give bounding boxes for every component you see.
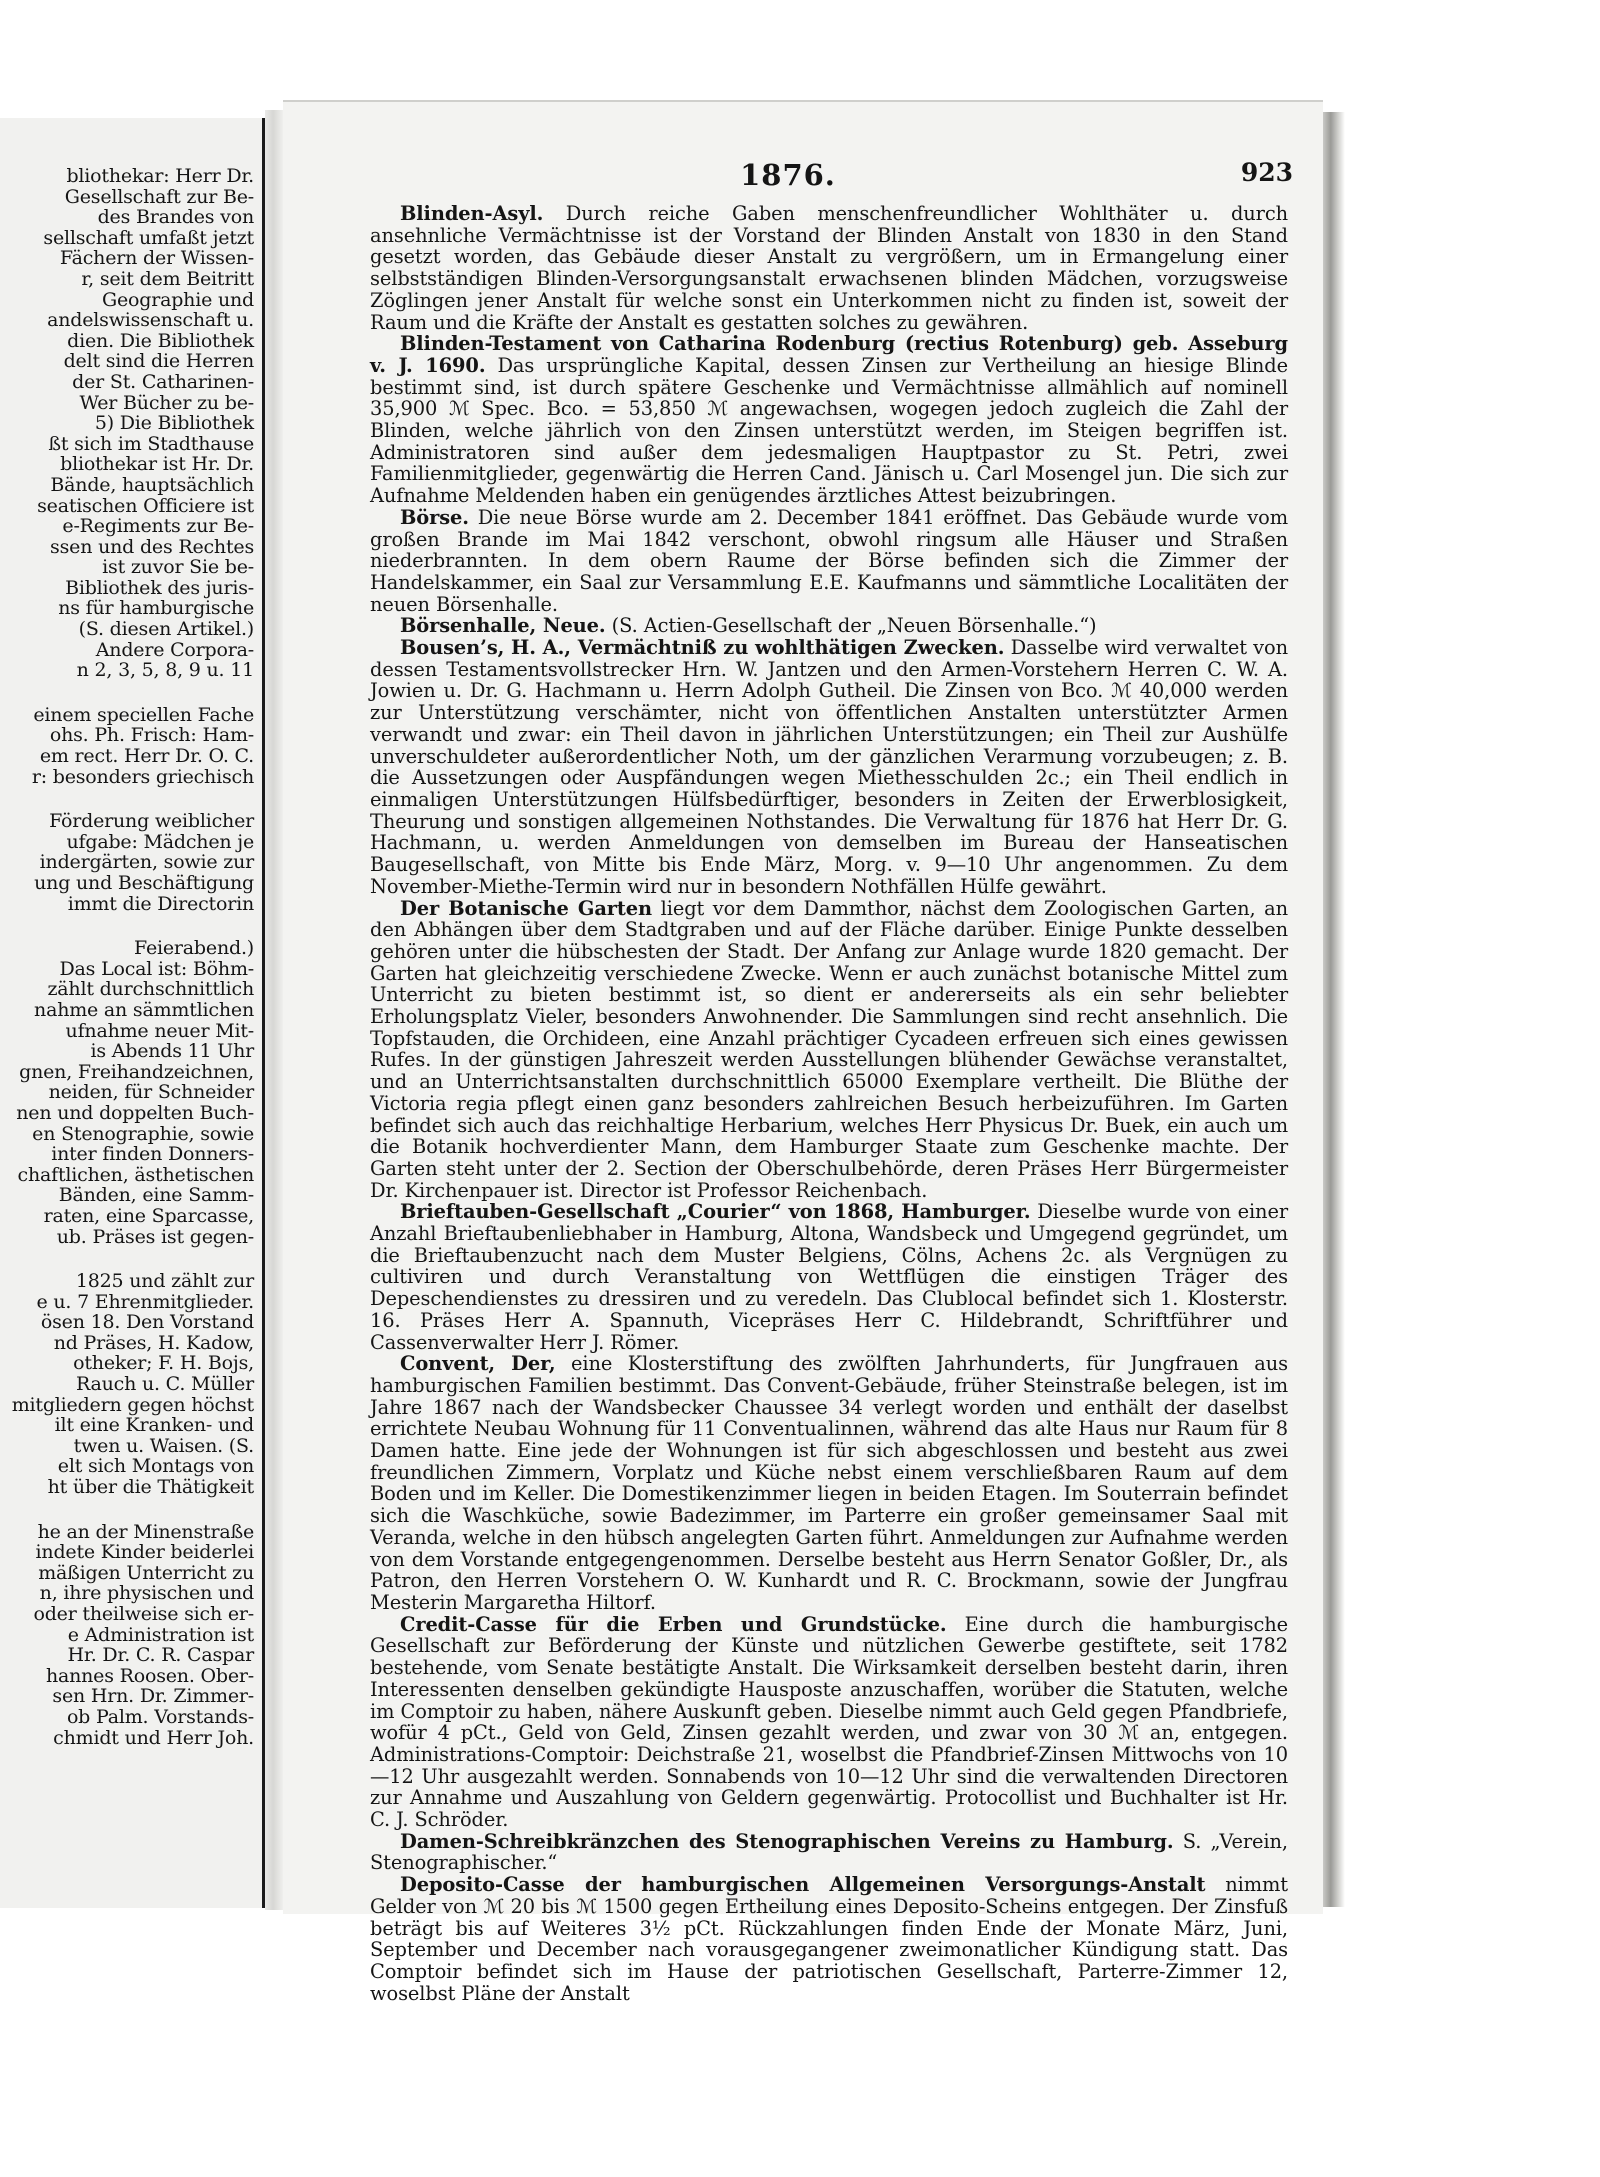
entry-paragraph [370,1353,1288,1613]
entry-keyword: Convent, Der, [400,1352,556,1376]
left-page-line: seatischen Officiere ist [37,494,254,517]
left-page-line: en Stenographie, sowie [32,1122,254,1145]
left-page-line: indergärten, sowie zur [39,851,254,874]
entry-keyword: Damen-Schreibkränzchen des Stenographischen Vereins zu Hamburg. [400,1829,1174,1853]
directory-entry [370,333,1288,507]
left-page-line: (S. diesen Artikel.) [78,618,254,641]
left-page-line: Andere Corpora- [95,638,254,661]
left-page-line: nahme an sämmtlichen [34,998,254,1021]
left-page-line: Förderung weiblicher [49,810,254,833]
left-page-line: dien. Die Bibliothek [67,329,254,352]
page-edge [1323,112,1345,1907]
entry-text: liegt vor dem Dammthor, nächst dem Zoologischen Garten, an den Abhängen über dem Stadtgraben und auf der Fläche darüber. Einige Punkte desselben gehören unter die hübschesten der Stadt. Der Anfang zur Anlage wurde 1820 gemacht. Der Garten hat gleichzeitig verschiedene Zwecke. Wenn er auch zunächst botanische Mittel zum Unterricht zu bieten bestimmt ist, so dient er andererseits als ein sehr beliebter Erholungsplatz Vieler, besonders Anwohnender. Die Sammlungen sind recht ansehnlich. Die Topfstauden, die Orchideen, eine Anzahl prächtiger Cycadeen erfreuen sich eines gewissen Rufes. In der günstigen Jahreszeit werden Ausstellungen blühender Gewächse veranstaltet, und an Unterrichtsanstalten durchschnittlich 65000 Exemplare vertheilt. Die Blüthe der Victoria regia pflegt einen ganz besonders zahlreichen Besuch herbeizuführen. Im Garten befindet sich auch das reichhaltige Herbarium, welches Herr Physicus Dr. Buek, ein auch um die Botanik hochverdienter Mann, dem Hamburger Staate zum Geschenke machte. Der Garten steht unter der 2. Section der Oberschulbehörde, deren Präses Herr Bürgermeister Dr. Kirchenpauer ist. Director ist Professor Reichenbach. [370,896,1289,1202]
left-page-line: e Administration ist [67,1623,254,1646]
left-page-line: andelswissenschaft u. [47,309,254,332]
left-page-line: nd Präses, H. Kadow, [53,1331,254,1354]
entry-text: Das ursprüngliche Kapital, dessen Zinsen zur Vertheilung an hiesige Blinde bestimmt sind, ist durch spätere Geschenke und Vermächtnisse allmählich auf nominell 35,900 ℳ Spec. Bco. = 53,850 ℳ angewachsen, wogegen jedoch zugleich die Zahl der Blinden, welche jährlich von den Zinsen unterstützt werden, im Steigen begriffen ist. Administratoren sind außer dem jedesmaligen Hauptpastor zu St. Petri, zwei Familienmitglieder, gegenwärtig die Herren Cand. Jänisch u. Carl Mosengel jun. Die sich zur Aufnahme Meldenden haben ein genügendes ärztliches Attest beizubringen. [370,353,1288,508]
left-page-line: n, ihre physischen und [39,1582,254,1605]
left-page-line: Geographie und [101,288,254,311]
left-page-line: Wer Bücher zu be- [79,391,254,414]
left-page-line [0,681,258,705]
left-page-line: ns für hamburgische [58,597,254,620]
entry-keyword: Deposito-Casse der hamburgischen Allgemeinen Versorgungs-Anstalt [400,1873,1206,1897]
entry-text: Dasselbe wird verwaltet von dessen Testamentsvollstrecker Hrn. W. Jantzen und den Armen-Vorstehern Herren C. W. A. Jowien u. Dr. G. Hachmann u. Herrn Adolph Gutheil. Die Zinsen von Bco. ℳ 40,000 werden zur Unterstützung verschämter, nicht von öffentlichen Anstalten unterstützter Armen verwandt und zwar: ein Theil davon in jährlichen Unterstützungen; ein Theil zur Aushülfe unverschuldeter außerordentlicher Noth, um der gänzlichen Verarmung vorzubeugen; z. B. die Aussetzungen oder Auspfändungen wegen Miethesschulden 2c.; ein Theil endlich in einmaligen Unterstützungen Hülfsbedürftiger, besonders in Zeiten der Erwerblosigkeit, Theurung und sonstigen allgemeinen Nothstandes. Die Verwaltung für 1876 hat Herr Dr. G. Hachmann, u. werden Anmeldungen von demselben im Bureau der Hanseatischen Baugesellschaft, von Mitte bis Ende März, Morg. v. 9—10 Uhr angenommen. Zu dem November-Miethe-Termin wird nur in besondern Nothfällen Hülfe gewährt. [370,636,1288,898]
directory-entry [370,1831,1288,1874]
entry-text: eine Klosterstiftung des zwölften Jahrhunderts, für Jungfrauen aus hamburgischen Familien bestimmt. Das Convent-Gebäude, früher Steinstraße belegen, ist im Jahre 1867 nach der Wandsbecker Chaussee 34 verlegt worden und enthält der daselbst errichtete Neubau Wohnung für 11 Conventualinnen, während das alte Haus nur Raum für 8 Damen hatte. Eine jede der Wohnungen ist für sich abgeschlossen und besteht aus zwei freundlichen Zimmern, Vorplatz und Küche nebst einem verschließbaren Raum auf dem Boden und im Keller. Die Domestikenzimmer liegen in beiden Etagen. Im Souterrain befindet sich die Waschküche, sowie Badezimmer, im Parterre ein großer gemeinsamer Saal mit Veranda, welche in den hübsch angelegten Garten führt. Anmeldungen zur Aufnahme werden von dem Vorstande entgegengenommen. Derselbe besteht aus Herrn Senator Goßler, Dr., als Patron, den Herren Vorstehern O. W. Kunhardt und R. C. Brockmann, sowie der Jungfrau Mesterin Margaretha Hiltorf. [370,1352,1288,1614]
entry-paragraph [370,1874,1288,2004]
left-page-line: chaftlichen, ästhetischen [17,1163,254,1186]
directory-entry [370,615,1288,637]
entry-keyword: Blinden-Testament von Catharina Rodenburg (rectius Rotenburg) geb. Asseburg v. J. 1690. [370,332,1288,377]
left-page-line: 1825 und zählt zur [75,1270,254,1293]
entry-paragraph [370,898,1288,1202]
book-gutter [265,110,283,1910]
left-page-line: ilt eine Kranken- und [54,1414,254,1437]
entry-text: nimmt Gelder von ℳ 20 bis ℳ 1500 gegen Ertheilung eines Deposito-Scheins entgegen. Der Zinsfuß beträgt bis auf Weiteres 3½ pCt. Rückzahlungen finden Ende der Monate März, Juni, September und December nach vorausgegangener zweimonatlicher Kündigung statt. Das Comptoir befindet sich im Hause der patriotischen Gesellschaft, Parterre-Zimmer 12, woselbst Pläne der Anstalt [370,1873,1288,2005]
entry-keyword: Credit-Casse für die Erben und Grundstücke. [400,1612,947,1636]
left-page-line: he an der Minenstraße [37,1520,254,1543]
directory-entry [370,1201,1288,1353]
entry-paragraph [370,1201,1288,1353]
left-page-line: ufnahme neuer Mit- [65,1019,254,1042]
left-page-line: der St. Catharinen- [72,370,254,393]
left-page-line: mäßigen Unterricht zu [38,1561,254,1584]
entry-paragraph [370,333,1288,507]
left-page-line: Das Local ist: Böhm- [59,957,254,980]
left-page-line: twen u. Waisen. (S. [73,1434,254,1457]
left-page-line: Hr. Dr. C. R. Caspar [67,1644,254,1667]
left-page-line: oder theilweise sich er- [33,1603,254,1625]
directory-entry [370,1874,1288,2004]
entry-paragraph [370,615,1288,637]
left-page-line: ohs. Ph. Frisch: Ham- [49,724,254,747]
left-page-line: ist zuvor Sie be- [102,556,254,579]
left-page-line: ob Palm. Vorstands- [66,1705,254,1728]
left-page-line: des Brandes von [97,206,254,229]
left-page-line [0,787,258,811]
left-page-line: Feierabend.) [134,937,254,960]
left-page-line: ung und Beschäftigung [34,872,254,894]
left-page-line [0,1498,258,1522]
page-header [283,158,1293,198]
directory-entry [370,203,1288,333]
page-year: 1876. [740,158,836,192]
left-page-line: raten, eine Sparcasse, [43,1204,254,1227]
left-page-line: sen Hrn. Dr. Zimmer- [52,1685,254,1708]
left-page-line: bliothekar ist Hr. Dr. [60,453,254,476]
entry-keyword: Börse. [400,505,469,529]
left-page-line: ösen 18. Den Vorstand [40,1311,254,1334]
left-page-line: ub. Präses ist gegen- [56,1225,254,1248]
left-page-line: em rect. Herr Dr. O. C. [39,745,254,768]
directory-entry [370,1614,1288,1831]
left-page-line: gnen, Freihandzeichnen, [19,1060,254,1083]
left-page-line: Bände, hauptsächlich [50,473,254,496]
left-page-line: mitgliedern gegen höchst [11,1393,254,1416]
left-page-text [0,166,258,1748]
entry-keyword: Börsenhalle, Neue. [400,614,606,638]
left-page-line: e-Regiments zur Be- [62,515,254,538]
left-page-line: r, seit dem Beitritt [81,267,254,290]
left-page-line: chmidt und Herr Joh. [53,1726,254,1749]
left-page-line: n 2, 3, 5, 8, 9 u. 11 [76,659,254,682]
left-page-line: 5) Die Bibliothek [94,412,254,435]
left-page [0,118,265,1908]
left-page-line: ßt sich im Stadthause [48,432,254,455]
entry-text: Durch reiche Gaben menschenfreundlicher Wohlthäter u. durch ansehnliche Vermächtnisse ist der Vorstand der Blinden Anstalt von 1830 in den Stand gesetzt worden, das Gebäude dieser Anstalt zu vergrößern, um in Ermangelung einer selbstständigen Blinden-Versorgungsanstalt erwachsenen blinden Mädchen, vorzugsweise Zöglingen jener Anstalt für welche sonst ein Unterkommen nicht zu finden ist, soweit der Raum und die Kräfte der Anstalt es gestatten solches zu gewähren. [370,202,1288,334]
entry-keyword: Brieftauben-Gesellschaft „Courier“ von 1868, Hamburger. [400,1200,1031,1224]
directory-entry [370,637,1288,897]
directory-entry [370,1353,1288,1613]
left-page-line: Fächern der Wissen- [59,247,254,270]
entry-keyword: Blinden-Asyl. [400,202,544,225]
left-page-line: zählt durchschnittlich [47,978,254,1001]
directory-entry [370,898,1288,1202]
left-page-line: r: besonders griechisch [31,765,254,788]
left-page-line: immt die Directorin [67,892,254,915]
entry-paragraph [370,203,1288,333]
left-page-line: ht über die Thätigkeit [47,1476,254,1499]
entry-text: Die neue Börse wurde am 2. December 1841 eröffnet. Das Gebäude wurde vom großen Brande im Mai 1842 verschont, obwohl ringsum alle Häuser und Straßen niederbrannten. In dem obern Raume der Börse befinden sich die Zimmer der Handelskammer, ein Saal zur Versammlung E.E. Kaufmanns und sämmtliche Localitäten der neuen Börsenhalle. [370,505,1288,616]
left-page-line: neiden, für Schneider [48,1081,254,1104]
left-page-line: hannes Roosen. Ober- [45,1664,254,1687]
left-page-line: elt sich Montags von [57,1455,254,1478]
left-page-line: e u. 7 Ehrenmitglieder. [36,1290,254,1313]
entry-text: (S. Actien-Gesellschaft der „Neuen Börsenhalle.“) [611,614,1097,638]
left-page-line: Bänden, eine Samm- [58,1184,254,1207]
left-page-line [0,914,258,938]
left-page-line: Bibliothek des juris- [65,576,254,599]
entry-paragraph [370,1831,1288,1874]
left-page-line: ssen und des Rechtes [50,535,254,558]
left-page-line: Gesellschaft zur Be- [64,185,254,208]
left-page-line: einem speciellen Fache [33,703,254,726]
left-page-line: ufgabe: Mädchen je [66,830,254,853]
entry-keyword: Der Botanische Garten [400,896,653,920]
entry-paragraph [370,637,1288,897]
left-page-line: delt sind die Herren [63,350,254,373]
page-number: 923 [1240,158,1293,187]
entry-text: Eine durch die hamburgische Gesellschaft zur Beförderung der Künste und nützlichen Gewerbe gestiftete, seit 1782 bestehende, vom Senate bestätigte Anstalt. Die Wirksamkeit derselben besteht darin, ihren Interessenten denselben gekündigte Hausposte anzuschaffen, worüber die Statuten, welche im Comptoir zu haben, nähere Auskunft geben. Dieselbe nimmt auch Geld gegen Pfandbriefe, wofür 4 pCt., Geld von Geld, Zinsen gezahlt werden, und zwar von 30 ℳ an, entgegen. Administrations-Comptoir: Deichstraße 21, woselbst die Pfandbrief-Zinsen Mittwochs von 10—12 Uhr ausgezahlt werden. Sonnabends von 10—12 Uhr sind die verwaltenden Directoren zur Annahme und Auszahlung von Geldern gegenwärtig. Protocollist und Buchhalter ist Hr. C. J. Schröder. [370,1612,1289,1832]
entry-paragraph [370,1614,1288,1831]
left-page-line: bliothekar: Herr Dr. [66,165,254,187]
left-page-line: nen und doppelten Buch- [16,1101,254,1124]
left-page-line [0,1247,258,1271]
left-page-line: sellschaft umfaßt jetzt [43,226,254,249]
left-page-line: inter finden Donners- [51,1143,254,1166]
left-page-line: Rauch u. C. Müller [75,1373,254,1396]
entry-paragraph [370,507,1288,616]
entry-keyword: Bousen’s, H. A., Vermächtniß zu wohlthätigen Zwecken. [400,636,1005,660]
entry-text: Dieselbe wurde von einer Anzahl Brieftaubenliebhaber in Hamburg, Altona, Wandsbeck und Umgegend gegründet, um die Brieftaubenzucht nach dem Muster Belgiens, Cölns, Achens 2c. als Vergnügen zu cultiviren und durch Veranstaltung von Wettflügen die einstigen Träger des Depeschendienstes zu dressiren und zu veredeln. Das Clublocal befindet sich 1. Klosterstr. 16. Präses Herr A. Spannuth, Vicepräses Herr C. Hildebrandt, Schriftführer und Cassenverwalter Herr J. Römer. [370,1200,1288,1354]
page-content [370,202,1289,2005]
left-page-line: otheker; F. H. Bojs, [73,1352,254,1375]
left-page-line: is Abends 11 Uhr [90,1040,254,1063]
left-page-line: indete Kinder beiderlei [35,1541,254,1564]
entry-text: S. „Verein, Stenographischer.“ [370,1829,1288,1875]
directory-entry [370,507,1288,616]
